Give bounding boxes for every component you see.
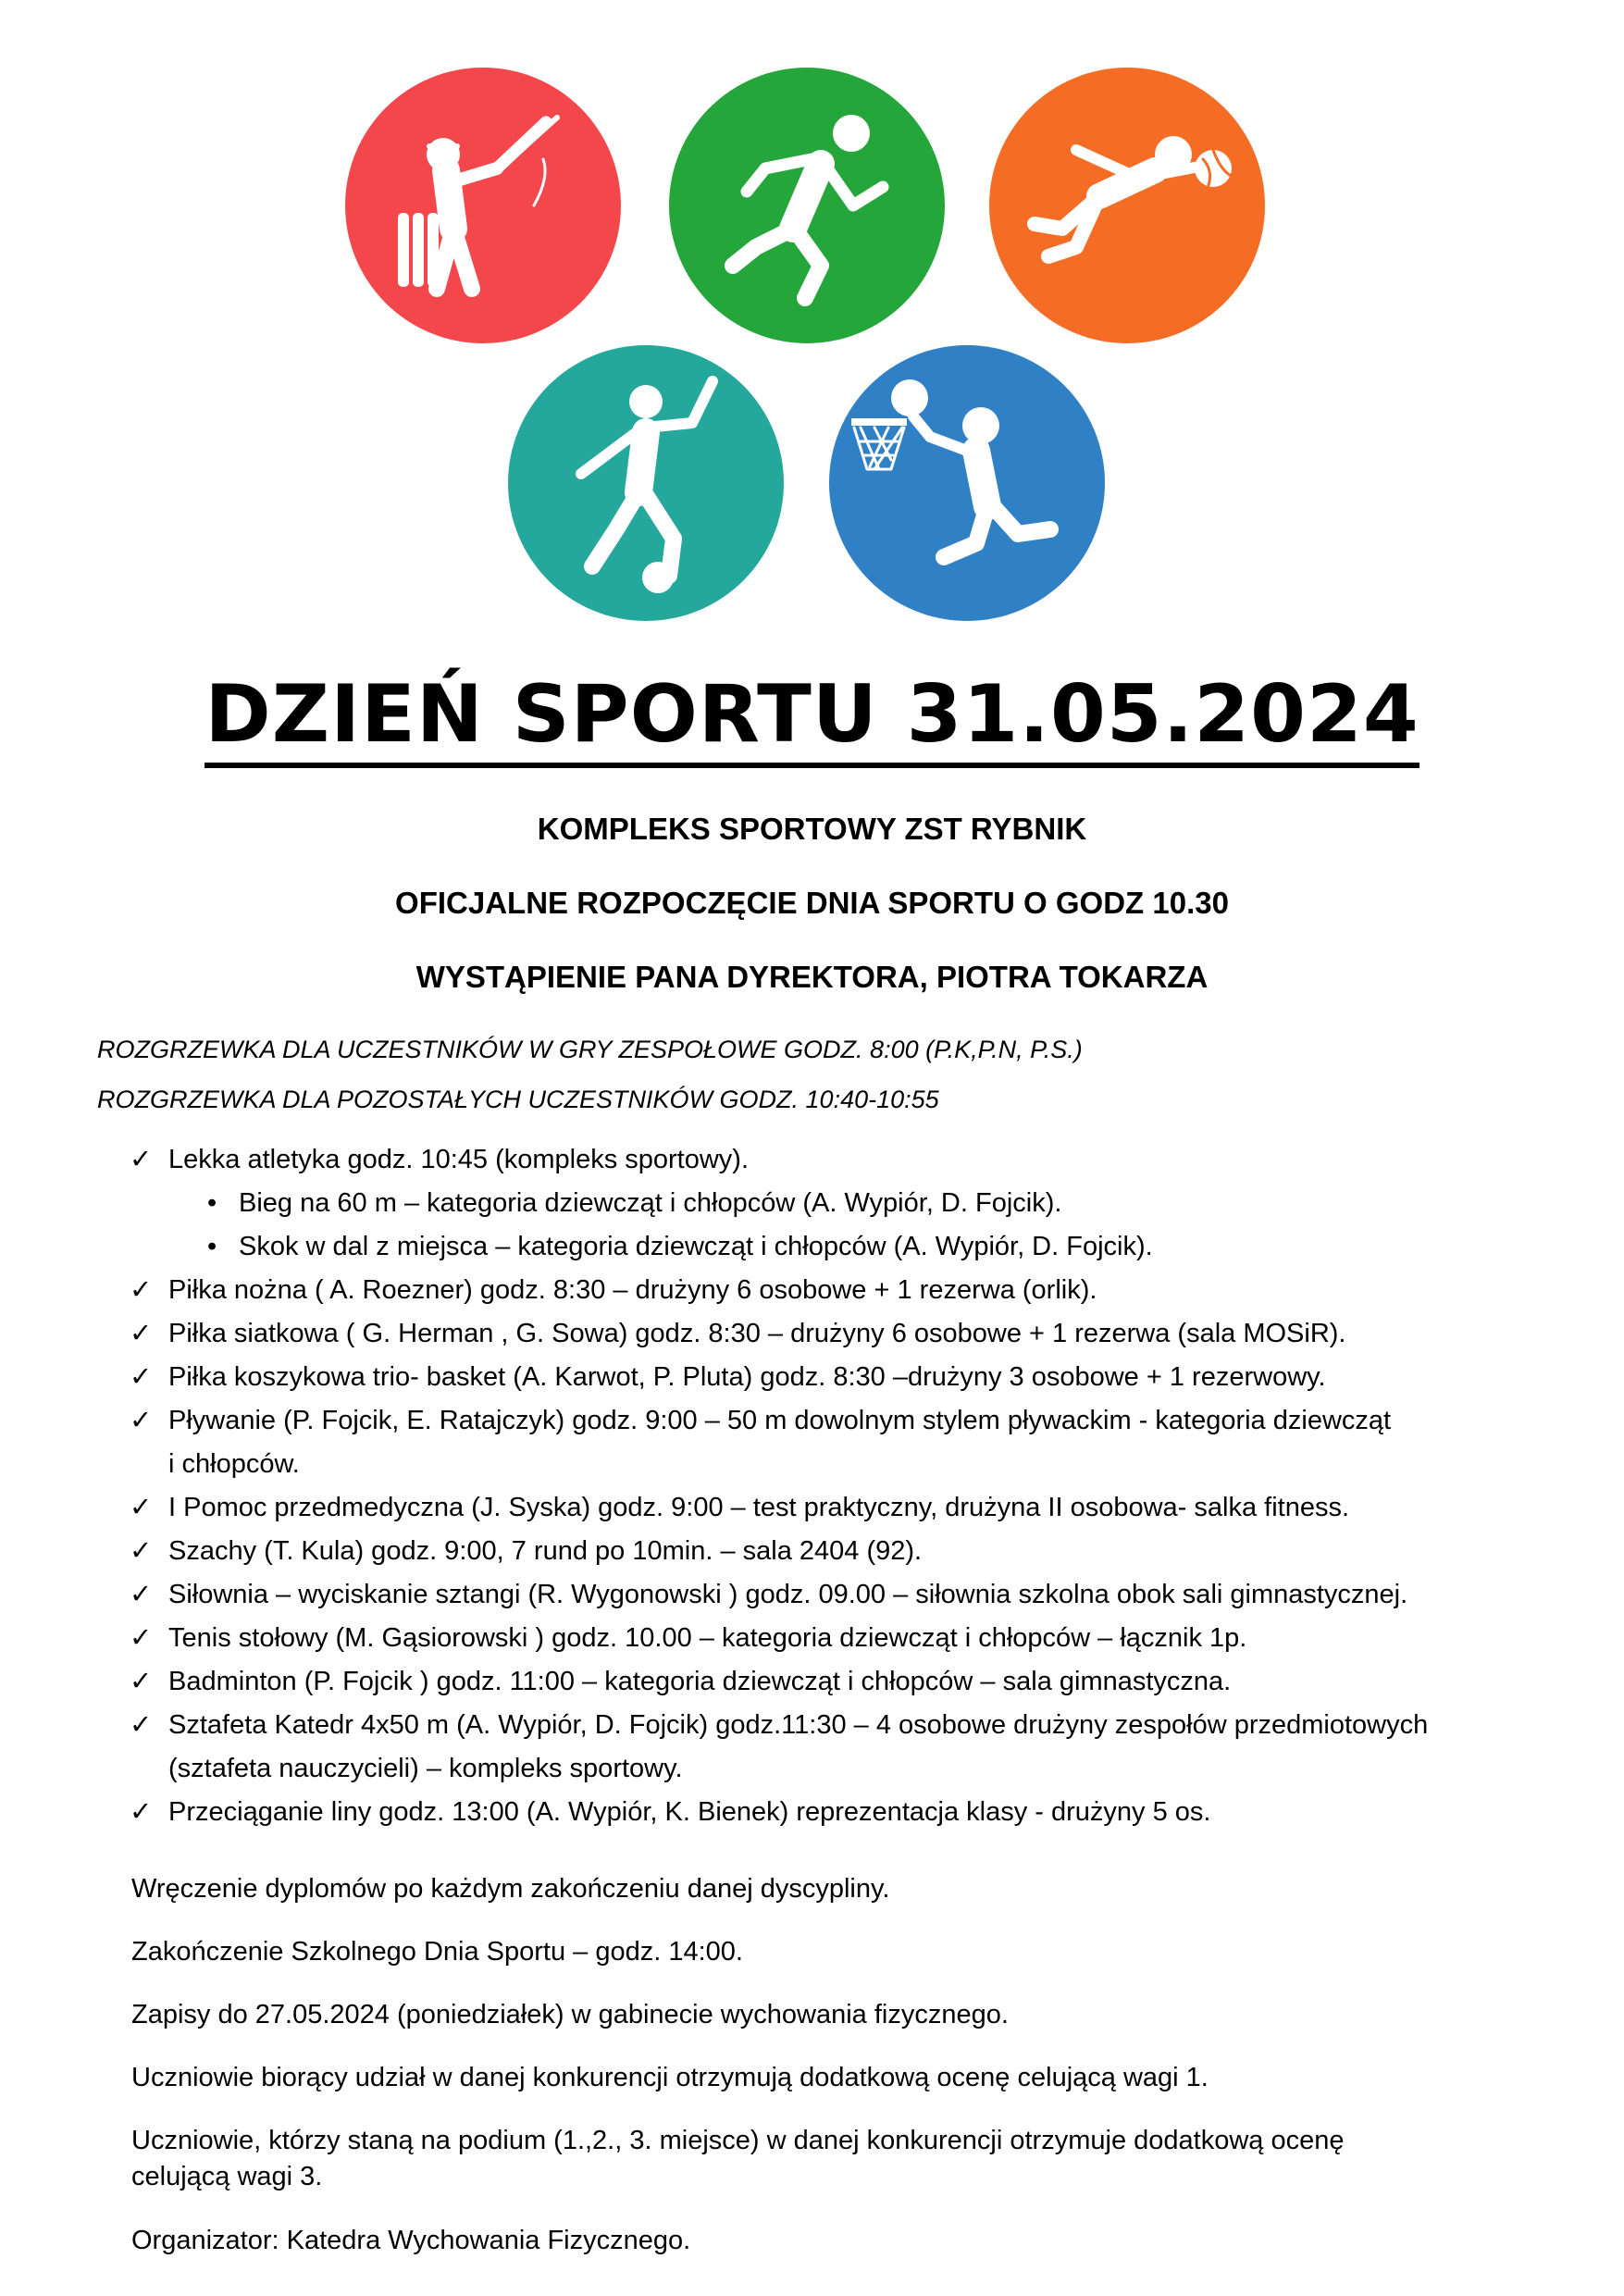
- speech-subtitle: WYSTĄPIENIE PANA DYREKTORA, PIOTRA TOKARZA: [415, 960, 1209, 994]
- list-item: ✓ Siłownia – wyciskanie sztangi (R. Wygonowski ) godz. 09.00 – siłownia szkolna obok sali gimnastycznej.: [130, 1573, 1536, 1617]
- location-subtitle: KOMPLEKS SPORTOWY ZST RYBNIK: [537, 812, 1087, 846]
- list-item: ✓ Sztafeta Katedr 4x50 m (A. Wypiór, D. Fojcik) godz.11:30 – 4 osobowe drużyny zespołów przedmiotowych: [130, 1704, 1536, 1747]
- list-item: ✓ Piłka nożna ( A. Roezner) godz. 8:30 – drużyny 6 osobowe + 1 rezerwa (orlik).: [130, 1269, 1536, 1312]
- volleyball-icon: [988, 67, 1266, 344]
- bullet-icon: •: [207, 1188, 217, 1218]
- check-icon: ✓: [130, 1275, 153, 1305]
- note-organizer: Organizator: Katedra Wychowania Fizycznego.: [131, 2226, 691, 2255]
- check-icon: ✓: [130, 1710, 153, 1740]
- note-ending: Zakończenie Szkolnego Dnia Sportu – godz. 14:00.: [131, 1937, 743, 1967]
- check-icon: ✓: [130, 1319, 153, 1348]
- list-item: ✓ I Pomoc przedmedyczna (J. Syska) godz. 9:00 – test praktyczny, drużyna II osobowa- salka fitness.: [130, 1486, 1536, 1530]
- list-item-continuation: (sztafeta nauczycieli) – kompleks sportowy.: [168, 1754, 683, 1783]
- list-item: ✓ Szachy (T. Kula) godz. 9:00, 7 rund po 10min. – sala 2404 (92).: [130, 1530, 1536, 1573]
- list-item: ✓ Piłka siatkowa ( G. Herman , G. Sowa) godz. 8:30 – drużyny 6 osobowe + 1 rezerwa (sala MOSiR).: [130, 1312, 1536, 1356]
- list-item: • Bieg na 60 m – kategoria dziewcząt i chłopców (A. Wypiór, D. Fojcik).: [130, 1182, 1536, 1225]
- check-icon: ✓: [130, 1797, 153, 1827]
- note-signup: Zapisy do 27.05.2024 (poniedziałek) w gabinecie wychowania fizycznego.: [131, 2000, 1009, 2029]
- opening-subtitle: OFICJALNE ROZPOCZĘCIE DNIA SPORTU O GODZ 10.30: [395, 886, 1229, 920]
- warmup-team-games: ROZGRZEWKA DLA UCZESTNIKÓW W GRY ZESPOŁOWE GODZ. 8:00 (P.K,P.N, P.S.): [97, 1036, 1083, 1063]
- running-icon: [668, 67, 946, 344]
- check-icon: ✓: [130, 1536, 153, 1566]
- list-item: ✓ Badminton (P. Fojcik ) godz. 11:00 – kategoria dziewcząt i chłopców – sala gimnastyczna.: [130, 1660, 1536, 1704]
- football-icon: [507, 344, 785, 622]
- note-diplomas: Wręczenie dyplomów po każdym zakończeniu danej dyscypliny.: [131, 1874, 890, 1904]
- bullet-icon: •: [207, 1232, 217, 1261]
- list-item: ✓ Lekka atletyka godz. 10:45 (kompleks sportowy).: [130, 1138, 1536, 1182]
- cricket-icon: [344, 67, 622, 344]
- list-item: ✓ Tenis stołowy (M. Gąsiorowski ) godz. 10.00 – kategoria dziewcząt i chłopców – łącznik 1p.: [130, 1617, 1536, 1660]
- list-item: ✓ Przeciąganie liny godz. 13:00 (A. Wypiór, K. Bienek) reprezentacja klasy - drużyny 5 os.: [130, 1791, 1536, 1834]
- warmup-other: ROZGRZEWKA DLA POZOSTAŁYCH UCZESTNIKÓW GODZ. 10:40-10:55: [97, 1086, 939, 1113]
- check-icon: ✓: [130, 1667, 153, 1696]
- check-icon: ✓: [130, 1406, 153, 1435]
- check-icon: ✓: [130, 1580, 153, 1609]
- basketball-icon: [828, 344, 1106, 622]
- list-item-continuation: i chłopców.: [168, 1449, 300, 1479]
- page-title: DZIEŃ SPORTU 31.05.2024: [0, 668, 1624, 761]
- check-icon: ✓: [130, 1493, 153, 1522]
- list-item: ✓ Pływanie (P. Fojcik, E. Ratajczyk) godz. 9:00 – 50 m dowolnym stylem pływackim - kategoria dziewcząt: [130, 1399, 1536, 1443]
- events-list: [130, 1138, 1536, 1834]
- note-podium: Uczniowie, którzy staną na podium (1.,2., 3. miejsce) w danej konkurencji otrzymuje dodatkową ocenę celującą wagi 3.: [131, 2126, 1345, 2191]
- check-icon: ✓: [130, 1623, 153, 1653]
- note-participation: Uczniowie biorący udział w danej konkurencji otrzymują dodatkową ocenę celującą wagi 1.: [131, 2063, 1209, 2092]
- sport-icons: [0, 0, 1624, 648]
- check-icon: ✓: [130, 1362, 153, 1392]
- list-item: ✓ Piłka koszykowa trio- basket (A. Karwot, P. Pluta) godz. 8:30 –drużyny 3 osobowe + 1 rezerwowy.: [130, 1356, 1536, 1399]
- list-item: • Skok w dal z miejsca – kategoria dziewcząt i chłopców (A. Wypiór, D. Fojcik).: [130, 1225, 1536, 1269]
- check-icon: ✓: [130, 1145, 153, 1174]
